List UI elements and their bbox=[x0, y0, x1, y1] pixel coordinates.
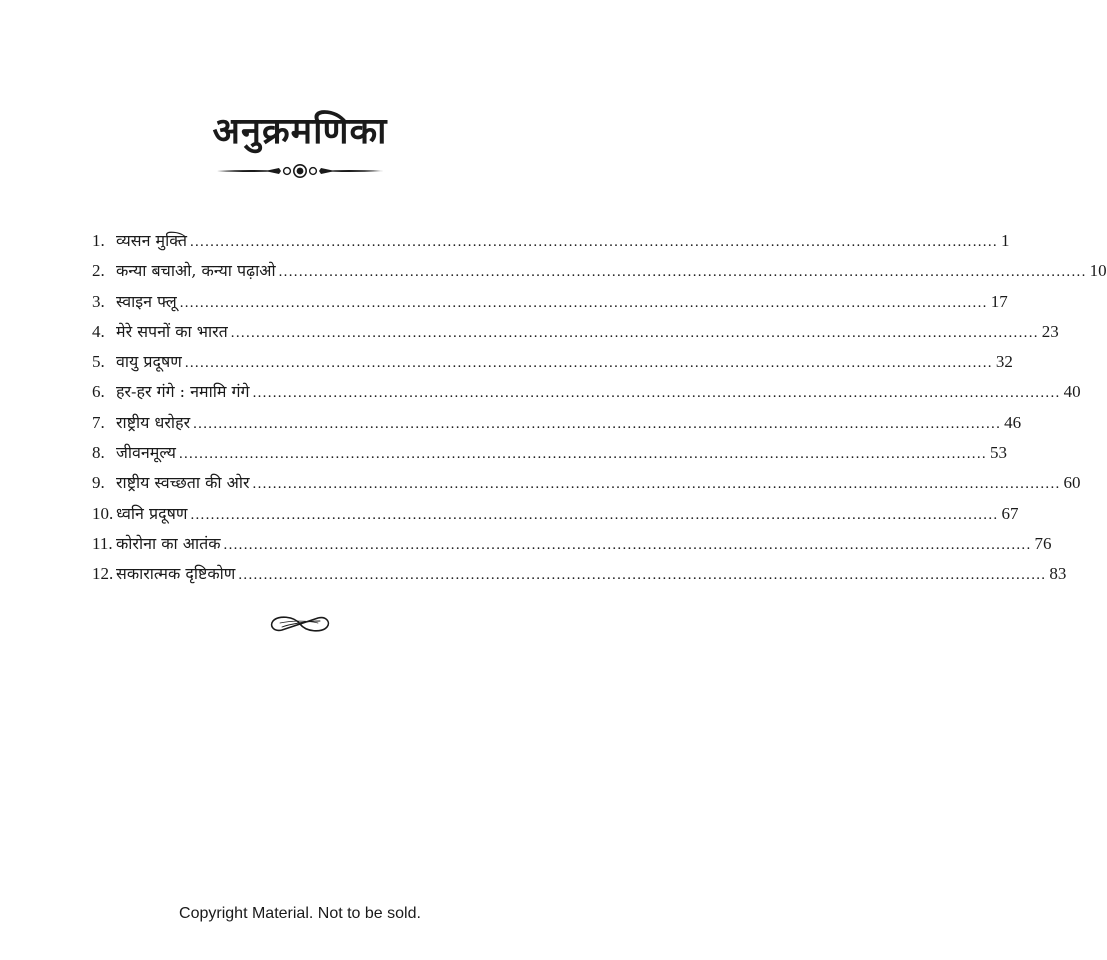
toc-entry-title: मेरे सपनों का भारत bbox=[116, 321, 228, 341]
dot-leader: ................................................................................................................................................................ bbox=[238, 567, 1047, 584]
toc-entry[interactable] bbox=[92, 349, 1013, 379]
toc-entry-page: 23 bbox=[1041, 321, 1059, 341]
toc-entry-title: हर-हर गंगे : नमामि गंगे bbox=[116, 382, 250, 402]
toc-entry-number: 4. bbox=[92, 321, 105, 341]
table-of-contents bbox=[92, 228, 1107, 592]
page-title: अनुक्रमणिका bbox=[212, 110, 388, 152]
toc-entry-number: 8. bbox=[92, 443, 105, 463]
toc-entry-number: 3. bbox=[92, 291, 105, 311]
dot-leader: ................................................................................................................................................................ bbox=[179, 294, 988, 311]
infinity-flourish-icon bbox=[268, 611, 332, 637]
toc-entry[interactable] bbox=[92, 289, 1008, 319]
title-divider-ornament-icon bbox=[215, 159, 385, 183]
dot-leader: ................................................................................................................................................................ bbox=[184, 355, 993, 372]
toc-entry[interactable] bbox=[92, 501, 1019, 531]
toc-entry[interactable] bbox=[92, 379, 1081, 409]
toc-entry-page: 67 bbox=[1001, 503, 1019, 523]
toc-entry-page: 76 bbox=[1034, 533, 1052, 553]
toc-entry-number: 9. bbox=[92, 473, 105, 493]
toc-entry-title: कन्या बचाओ, कन्या पढ़ाओ bbox=[116, 261, 276, 281]
toc-entry-title: जीवनमूल्य bbox=[116, 443, 176, 463]
toc-entry[interactable] bbox=[92, 561, 1067, 591]
toc-entry-title: सकारात्मक दृष्टिकोण bbox=[116, 564, 236, 584]
toc-entry-page: 32 bbox=[995, 352, 1013, 372]
toc-entry-title: कोरोना का आतंक bbox=[116, 533, 221, 553]
toc-entry[interactable] bbox=[92, 410, 1022, 440]
toc-entry-page: 46 bbox=[1004, 412, 1022, 432]
toc-entry[interactable] bbox=[92, 258, 1107, 288]
dot-leader: ................................................................................................................................................................ bbox=[190, 506, 999, 523]
toc-entry-number: 11. bbox=[92, 533, 113, 553]
toc-entry-page: 1 bbox=[1000, 231, 1010, 250]
dot-leader: ................................................................................................................................................................ bbox=[178, 446, 987, 463]
toc-entry[interactable] bbox=[92, 228, 1010, 258]
toc-entry-title: राष्ट्रीय स्वच्छता की ओर bbox=[116, 473, 250, 493]
toc-entry-number: 7. bbox=[92, 412, 105, 432]
toc-entry-number: 2. bbox=[92, 261, 105, 281]
toc-entry-number: 10. bbox=[92, 503, 114, 523]
toc-entry-number: 5. bbox=[92, 352, 105, 372]
dot-leader: ................................................................................................................................................................ bbox=[278, 264, 1087, 281]
toc-entry[interactable] bbox=[92, 440, 1007, 470]
toc-entry[interactable] bbox=[92, 531, 1052, 561]
toc-entry-title: व्यसन मुक्ति bbox=[116, 231, 187, 250]
toc-entry-page: 10 bbox=[1089, 261, 1107, 281]
dot-leader: ................................................................................................................................................................ bbox=[252, 476, 1061, 493]
toc-entry-page: 60 bbox=[1063, 473, 1081, 493]
toc-entry-number: 12. bbox=[92, 564, 114, 584]
toc-entry-number: 6. bbox=[92, 382, 105, 402]
toc-entry-title: वायु प्रदूषण bbox=[116, 352, 182, 372]
dot-leader: ................................................................................................................................................................ bbox=[223, 536, 1032, 553]
toc-entry-title: स्वाइन फ्लू bbox=[116, 291, 177, 311]
toc-entry-page: 83 bbox=[1049, 564, 1067, 584]
dot-leader: ................................................................................................................................................................ bbox=[230, 324, 1039, 341]
toc-entry-page: 53 bbox=[989, 443, 1007, 463]
toc-entry-title: राष्ट्रीय धरोहर bbox=[116, 412, 191, 432]
dot-leader: ................................................................................................................................................................ bbox=[189, 234, 998, 250]
dot-leader: ................................................................................................................................................................ bbox=[252, 385, 1061, 402]
toc-entry-title: ध्वनि प्रदूषण bbox=[116, 503, 188, 523]
toc-entry[interactable] bbox=[92, 319, 1059, 349]
copyright-notice: Copyright Material. Not to be sold. bbox=[179, 905, 421, 922]
toc-entry[interactable] bbox=[92, 470, 1081, 500]
toc-entry-page: 17 bbox=[990, 291, 1008, 311]
toc-entry-number: 1. bbox=[92, 231, 105, 250]
toc-entry-page: 40 bbox=[1063, 382, 1081, 402]
dot-leader: ................................................................................................................................................................ bbox=[193, 415, 1002, 432]
